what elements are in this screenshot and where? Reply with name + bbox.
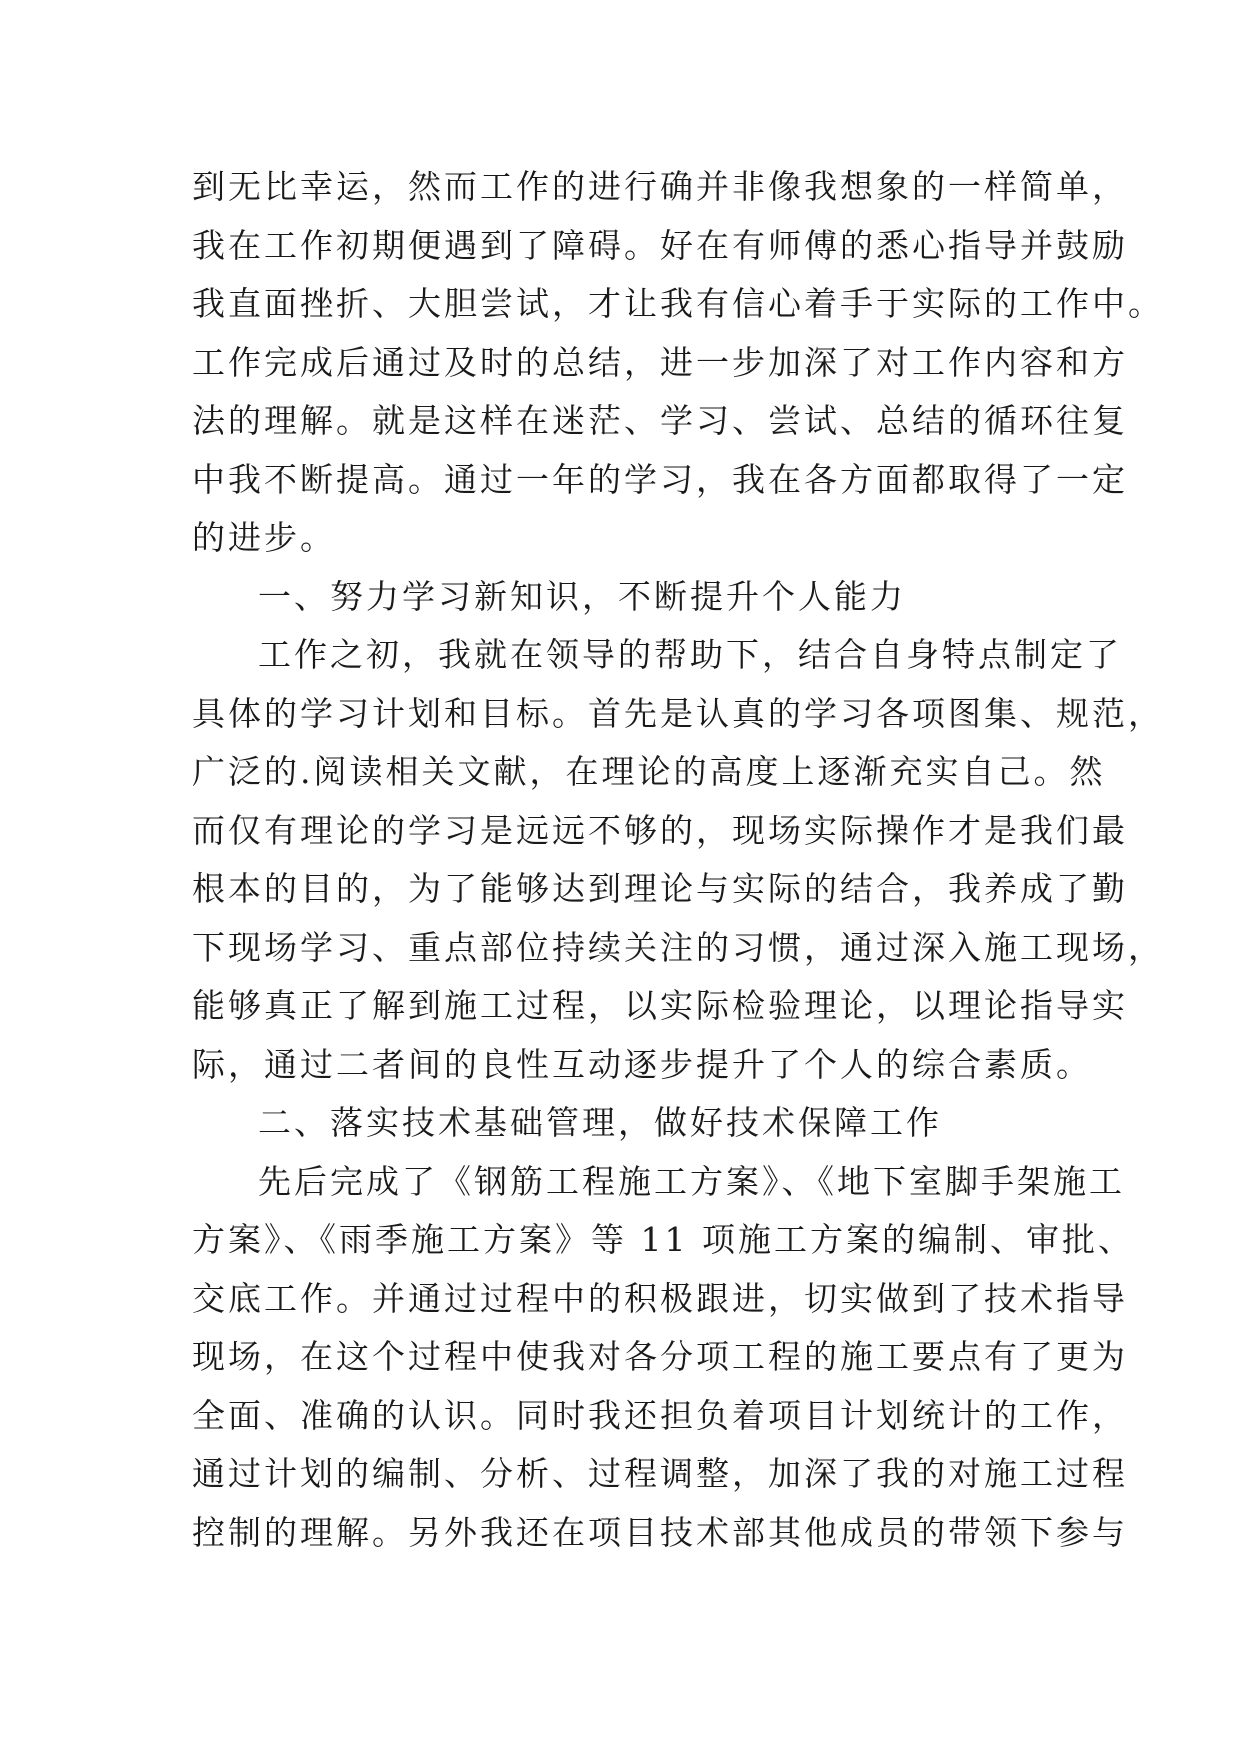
text-line: 而仅有理论的学习是远远不够的，现场实际操作才是我们最 [192, 810, 1128, 850]
text-line: 工作之初，我就在领导的帮助下，结合自身特点制定了 [258, 635, 1122, 674]
text-line: 我在工作初期便遇到了障碍。好在有师傅的悉心指导并鼓励 [192, 225, 1128, 265]
text-line: 能够真正了解到施工过程，以实际检验理论，以理论指导实 [192, 986, 1128, 1025]
text-line: 现场，在这个过程中使我对各分项工程的施工要点有了更为 [192, 1337, 1128, 1376]
text-line: 通过计划的编制、分析、过程调整，加深了我的对施工过程 [192, 1454, 1128, 1493]
text-line: 法的理解。就是这样在迷茫、学习、尝试、总结的循环往复 [192, 401, 1128, 440]
body-text [192, 158, 1164, 1562]
text-line: 交底工作。并通过过程中的积极跟进，切实做到了技术指导 [192, 1278, 1128, 1318]
text-line: 中我不断提高。通过一年的学习，我在各方面都取得了一定 [192, 459, 1128, 499]
text-line: 方案》、《雨季施工方案》等 11 项施工方案的编制、审批、 [192, 1220, 1134, 1259]
text-line: 我直面挫折、大胆尝试，才让我有信心着手于实际的工作中。 [192, 284, 1164, 323]
text-line: 到无比幸运，然而工作的进行确并非像我想象的一样简单， [192, 167, 1128, 206]
text-line: 广泛的.阅读相关文献，在理论的高度上逐渐充实自己。然 [192, 752, 1106, 791]
section-heading: 二、落实技术基础管理，做好技术保障工作 [258, 1103, 942, 1142]
text-line: 控制的理解。另外我还在项目技术部其他成员的带领下参与 [192, 1512, 1128, 1552]
text-line: 下现场学习、重点部位持续关注的习惯，通过深入施工现场， [192, 927, 1164, 967]
text-line: 工作完成后通过及时的总结，进一步加深了对工作内容和方 [192, 342, 1128, 382]
text-line: 全面、准确的认识。同时我还担负着项目计划统计的工作， [192, 1395, 1128, 1435]
text-line: 先后完成了《钢筋工程施工方案》、《地下室脚手架施工 [258, 1161, 1125, 1201]
text-line: 具体的学习计划和目标。首先是认真的学习各项图集、规范， [192, 693, 1164, 733]
text-line: 际，通过二者间的良性互动逐步提升了个人的综合素质。 [192, 1044, 1092, 1084]
text-line: 根本的目的，为了能够达到理论与实际的结合，我养成了勤 [192, 869, 1128, 908]
text-line: 的进步。 [192, 518, 336, 557]
section-heading: 一、努力学习新知识，不断提升个人能力 [258, 576, 906, 616]
